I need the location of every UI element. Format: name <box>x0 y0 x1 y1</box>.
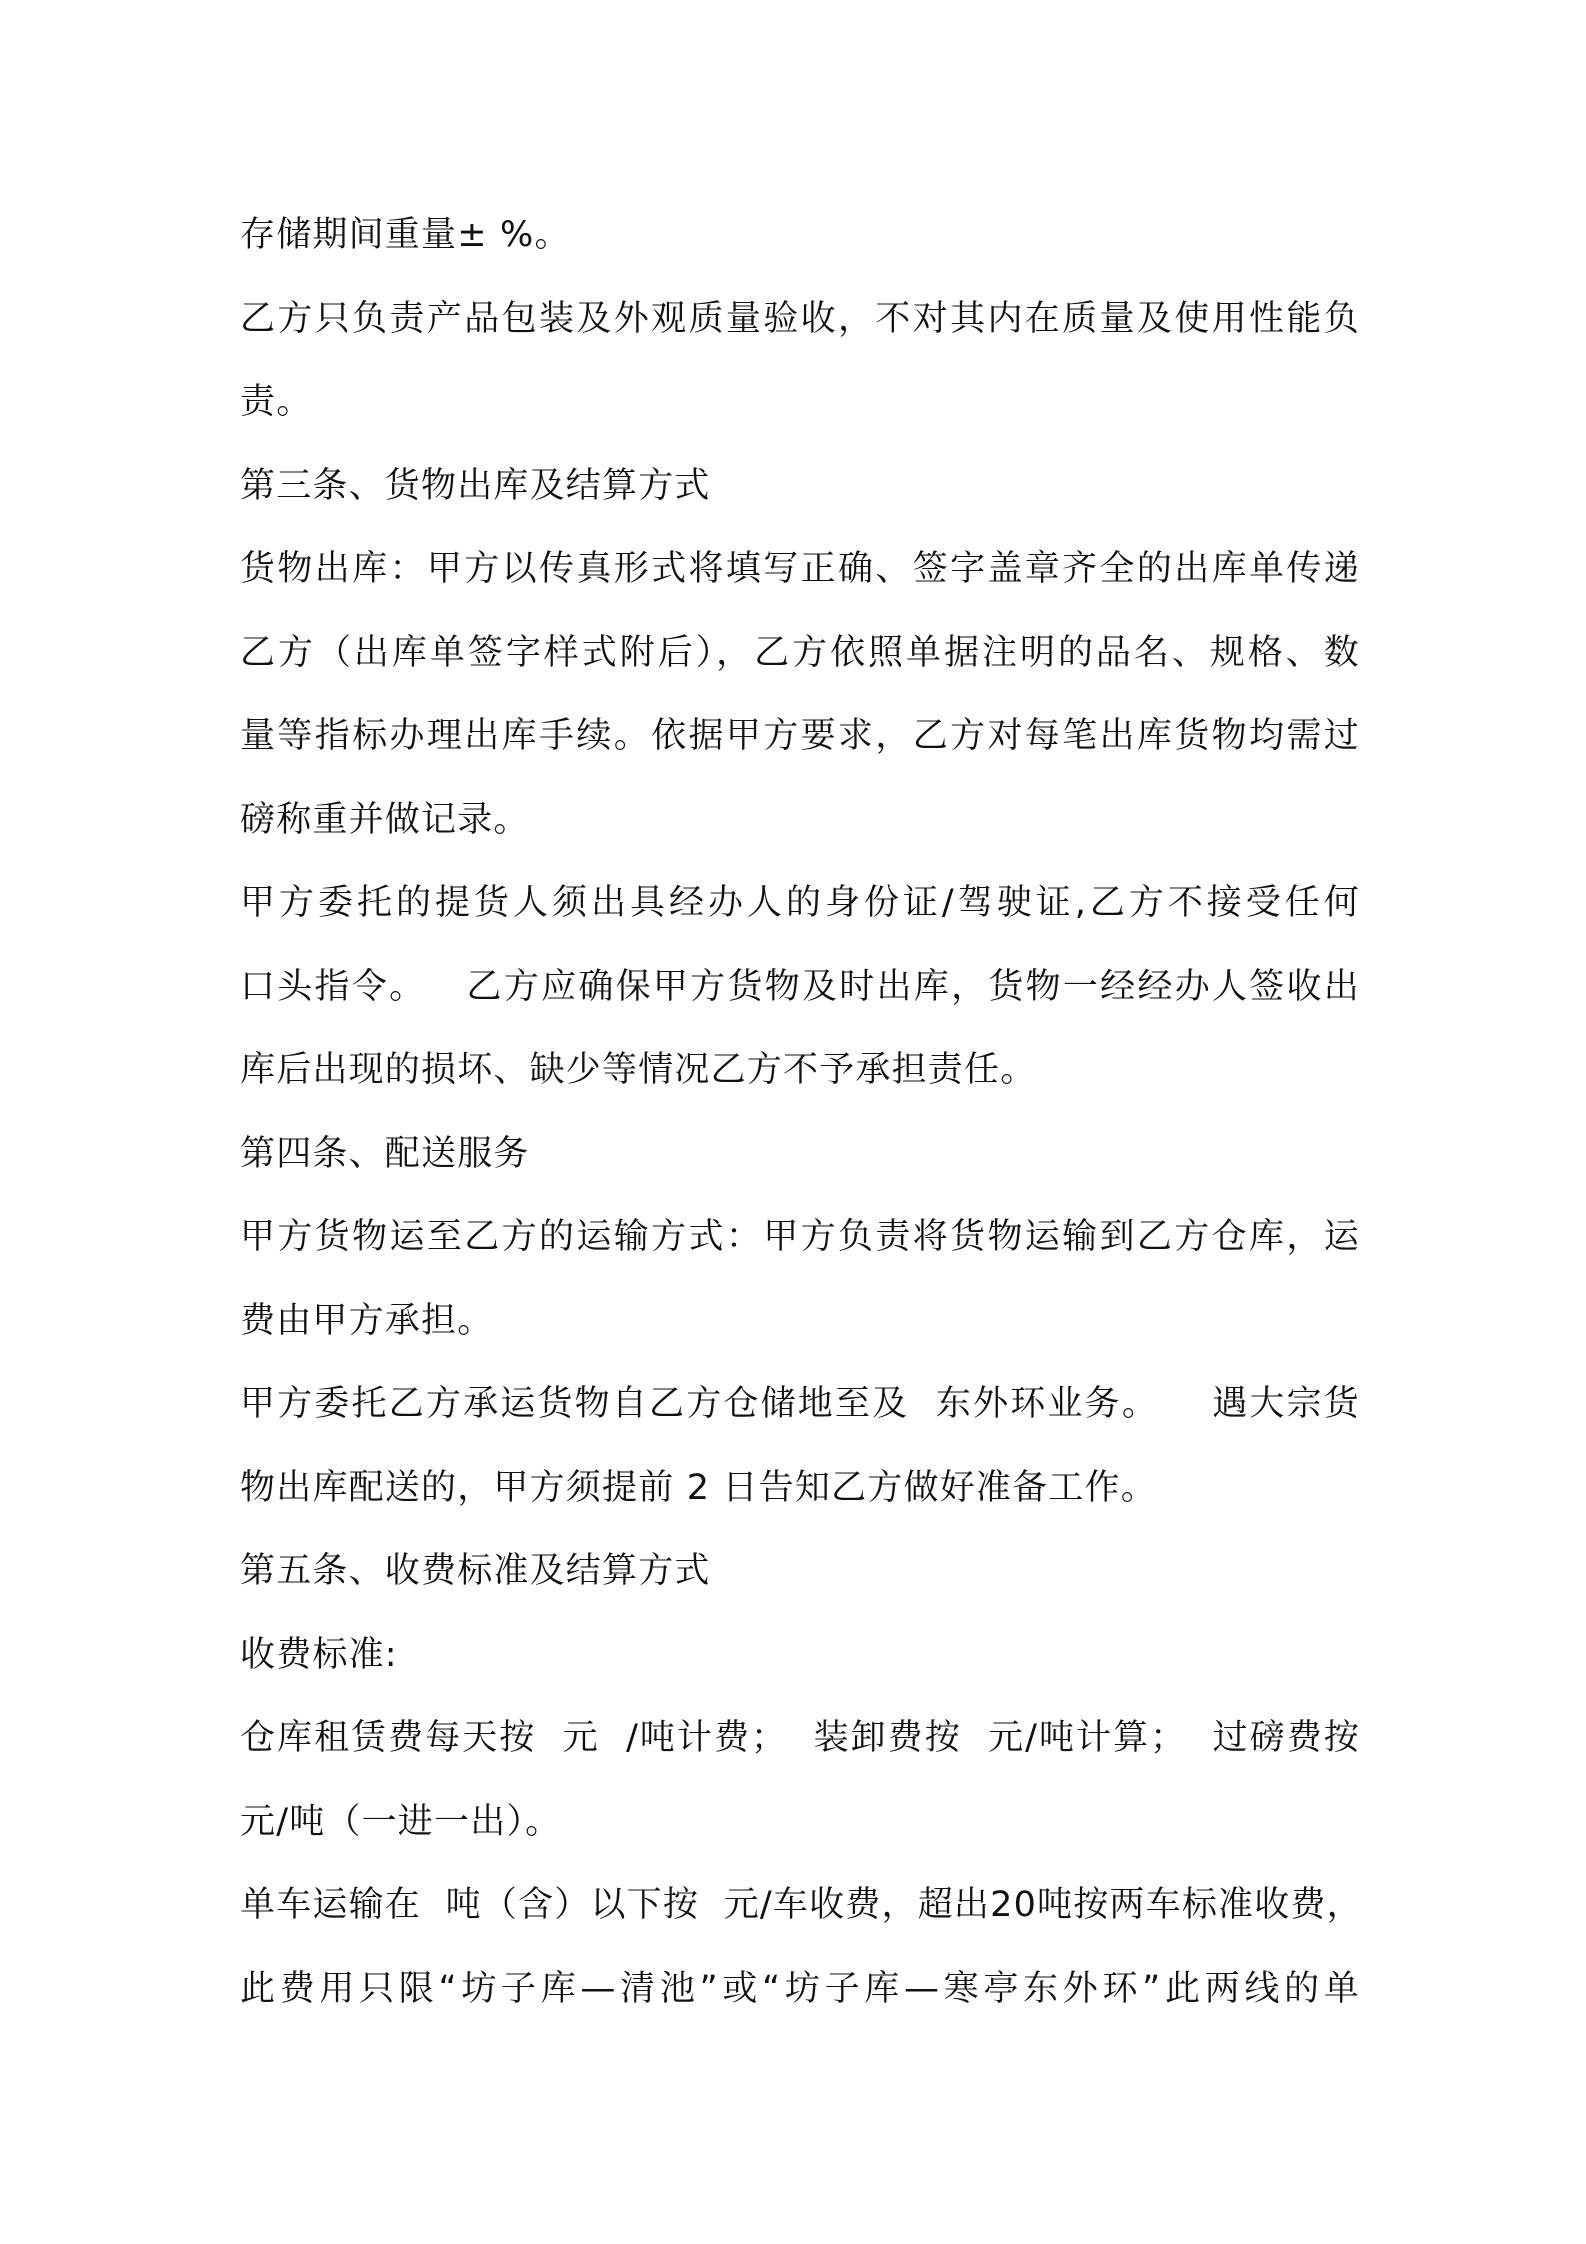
paragraph-line: 仓库租赁费每天按 元 /吨计费； 装卸费按 元/吨计算； 过磅费按 <box>240 1718 1360 1758</box>
paragraph-line: 磅称重并做记录。 <box>240 799 530 840</box>
paragraph-line: 乙方（出库单签字样式附后），乙方依照单据注明的品名、规格、数 <box>240 632 1360 673</box>
section-heading: 第四条、配送服务 <box>240 1133 530 1174</box>
paragraph-line: 货物出库：甲方以传真形式将填写正确、签字盖章齐全的出库单传递 <box>240 549 1360 589</box>
paragraph-line: 单车运输在 吨（含）以下按 元/车收费，超出20吨按两车标准收费， <box>240 1885 1363 1925</box>
paragraph-line: 甲方委托乙方承运货物自乙方仓储地至及 东外环业务。 遇大宗货 <box>240 1384 1360 1424</box>
contract-text <box>240 194 1363 2031</box>
section-heading: 第五条、收费标准及结算方式 <box>240 1551 711 1591</box>
paragraph-line: 此费用只限“坊子库—清池”或“坊子库—寒亭东外环”此两线的单 <box>240 1968 1360 2009</box>
paragraph-line: 乙方只负责产品包装及外观质量验收，不对其内在质量及使用性能负 <box>240 298 1360 339</box>
paragraph-line: 甲方委托的提货人须出具经办人的身份证/驾驶证,乙方不接受任何 <box>240 883 1360 923</box>
section-heading: 第三条、货物出库及结算方式 <box>240 465 711 506</box>
paragraph-line: 收费标准: <box>240 1634 398 1675</box>
paragraph-line: 量等指标办理出库手续。依据甲方要求，乙方对每笔出库货物均需过 <box>240 716 1360 756</box>
paragraph-line: 甲方货物运至乙方的运输方式：甲方负责将货物运输到乙方仓库，运 <box>240 1217 1360 1257</box>
paragraph-line: 元/吨（一进一出）。 <box>240 1801 562 1842</box>
paragraph-line: 库后出现的损坏、缺少等情况乙方不予承担责任。 <box>240 1050 1037 1090</box>
paragraph-line: 存储期间重量± %。 <box>240 215 571 255</box>
paragraph-line: 责。 <box>240 382 313 422</box>
paragraph-line: 口头指令。 乙方应确保甲方货物及时出库，货物一经经办人签收出 <box>240 966 1360 1007</box>
paragraph-line: 费由甲方承担。 <box>240 1300 494 1341</box>
paragraph-line: 物出库配送的，甲方须提前 2 日告知乙方做好准备工作。 <box>240 1467 1157 1508</box>
